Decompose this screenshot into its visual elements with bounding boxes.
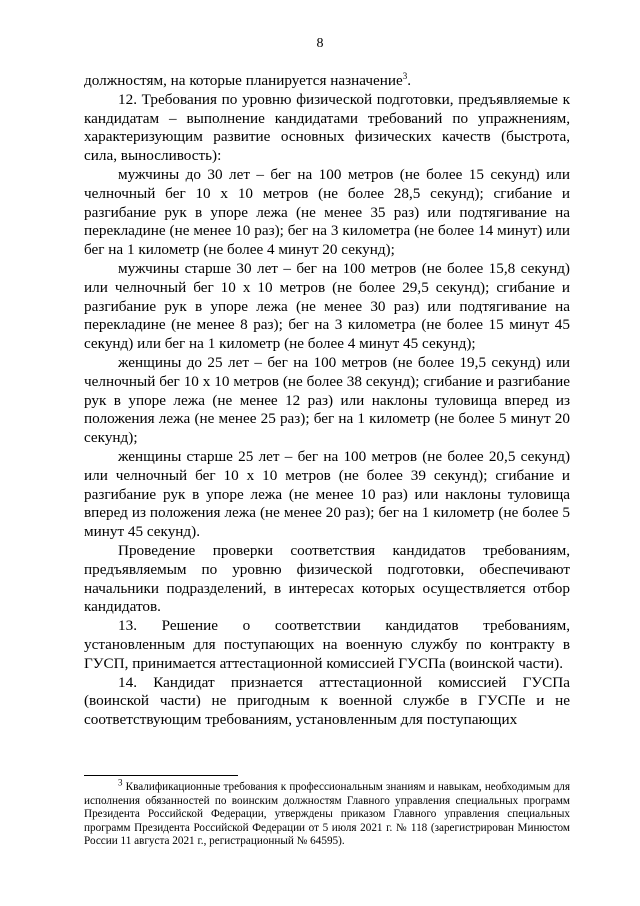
- paragraph-item-12: 12. Требования по уровню физической подготовки, предъявляемые к кандидатам – выполнение кандидатами требований по упражнениям, характеризующим развитие основных физических качеств (быстрота, сила, выносливость):: [84, 90, 570, 165]
- paragraph-men-under-30: мужчины до 30 лет – бег на 100 метров (не более 15 секунд) или челночный бег 10 х 10 метров (не более 28,5 секунд); сгибание и разгибание рук в упоре лежа (не менее 35 раз) или подтягивание на перекладине (не менее 10 раз); бег на 3 километра (не более 14 минут) или бег на 1 километр (не более 4 минут 20 секунд);: [84, 165, 570, 259]
- paragraph-end-punctuation: .: [407, 72, 412, 89]
- paragraph-men-over-30: мужчины старше 30 лет – бег на 100 метров (не более 15,8 секунд) или челночный бег 10 х 10 метров (не более 29,5 секунд); сгибание и разгибание рук в упоре лежа (не менее 30 раз) или подтягивание на перекладине (не менее 8 раз); бег на 3 километра (не более 15 минут 45 секунд) или бег на 1 километр (не более 4 минут 45 секунд);: [84, 259, 570, 353]
- footnote-marker: 3: [118, 777, 123, 788]
- footnote-reference: 3: [402, 70, 408, 81]
- paragraph-women-under-25: женщины до 25 лет – бег на 100 метров (не более 19,5 секунд) или челночный бег 10 х 10 метров (не более 38 секунд); сгибание и разгибание рук в упоре лежа (не менее 12 раз) или наклоны туловища вперед из положения лежа (не менее 25 раз); бег на 1 километр (не более 5 минут 20 секунд);: [84, 353, 570, 447]
- footnote-separator: [84, 775, 238, 776]
- paragraph-text: должностям, на которые планируется назначение: [84, 72, 403, 89]
- page-number: 8: [316, 36, 324, 51]
- paragraph-item-13: 13. Решение о соответствии кандидатов требованиям, установленным для поступающих на военную службу по контракту в ГУСП, принимается аттестационной комиссией ГУСПа (воинской части).: [84, 617, 570, 672]
- paragraph-continuation: [84, 72, 570, 91]
- footnote-text: Квалификационные требования к профессиональным знаниям и навыкам, необходимым для исполнения обязанностей по воинским должностям Главного управления специальных программ Президента Российской Федерации, утверждены приказом Главного управления специальных программ Президента Российской Федерации от 5 июля 2021 г. № 118 (зарегистрирован Минюстом России 11 августа 2021 г., регистрационный № 64595).: [84, 781, 570, 848]
- paragraph-women-over-25: женщины старше 25 лет – бег на 100 метров (не более 20,5 секунд) или челночный бег 10 х 10 метров (не более 39 секунд); сгибание и разгибание рук в упоре лежа (не менее 10 раз) или наклоны туловища вперед из положения лежа (не менее 20 раз); бег на 1 километр (не более 5 минут 45 секунд).: [84, 447, 570, 541]
- footnote: [84, 777, 570, 849]
- body-text: [84, 72, 570, 730]
- paragraph-verification: Проведение проверки соответствия кандидатов требованиям, предъявляемым по уровню физической подготовки, обеспечивают начальники подразделений, в интересах которых осуществляется отбор кандидатов.: [84, 541, 570, 616]
- paragraph-item-14: 14. Кандидат признается аттестационной комиссией ГУСПа (воинской части) не пригодным к военной службе в ГУСПе и не соответствующим требованиям, установленным для поступающих: [84, 673, 570, 729]
